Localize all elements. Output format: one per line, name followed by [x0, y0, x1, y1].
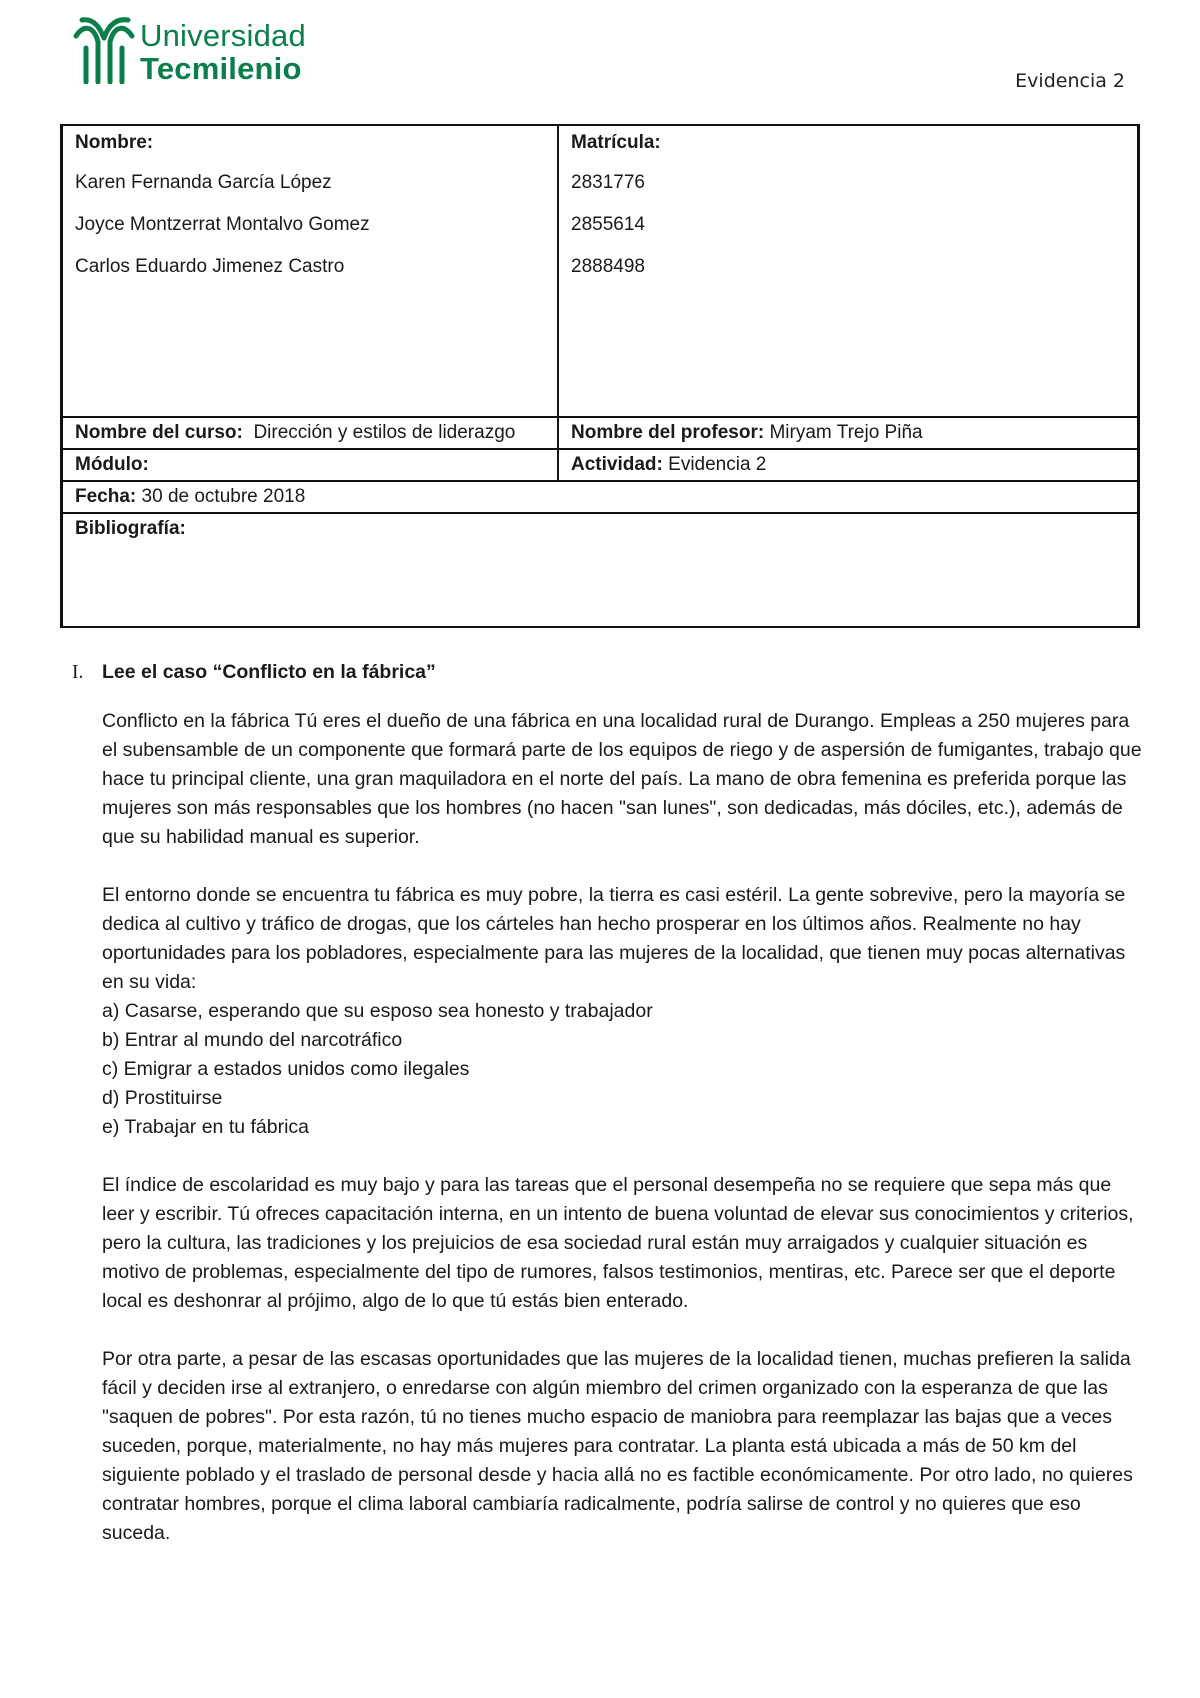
date-cell: [62, 481, 1139, 513]
course-value: Dirección y estilos de liderazgo: [253, 422, 516, 443]
tecmilenio-palm-logo-icon: [72, 14, 136, 84]
alternatives-list: [102, 997, 1142, 1142]
course-label: Nombre del curso:: [75, 422, 243, 443]
document-label: Evidencia 2: [1015, 70, 1125, 92]
list-item: d) Prostituirse: [102, 1087, 223, 1109]
case-section: [72, 658, 1142, 1577]
professor-label: Nombre del profesor:: [571, 422, 765, 443]
student-name-1: Karen Fernanda García López: [75, 172, 332, 193]
student-info-table: [60, 124, 1140, 628]
professor-value: Miryam Trejo Piña: [769, 422, 923, 443]
module-cell: [62, 449, 559, 481]
activity-value: Evidencia 2: [668, 454, 767, 475]
module-label: Módulo:: [75, 454, 149, 475]
list-item: a) Casarse, esperando que su esposo sea honesto y trabajador: [102, 1000, 653, 1022]
case-paragraph-2-block: [102, 881, 1142, 1142]
logo-wordmark: [140, 20, 306, 85]
list-item: e) Trabajar en tu fábrica: [102, 1116, 310, 1138]
bibliography-label: Bibliografía:: [75, 518, 186, 539]
section-heading: [72, 658, 1142, 687]
student-name-2: Joyce Montzerrat Montalvo Gomez: [75, 214, 370, 235]
list-item: b) Entrar al mundo del narcotráfico: [102, 1029, 403, 1051]
case-body: [102, 707, 1142, 1548]
student-id-1: 2831776: [571, 172, 645, 193]
section-title: Lee el caso “Conflicto en la fábrica”: [102, 661, 436, 683]
section-numeral: I.: [72, 662, 84, 683]
logo-line-1: Universidad: [140, 18, 306, 53]
matricula-label: Matrícula:: [571, 132, 661, 153]
case-paragraph-4: Por otra parte, a pesar de las escasas oportunidades que las mujeres de la localidad tienen, muchas prefieren la salida fácil y deciden irse al extranjero, o enredarse con algún miembro del crimen organizado con la esperanza de que las "saquen de pobres". Por esta razón, tú no tienes mucho espacio de maniobra para reemplazar las bajas que a veces suceden, porque, materialmente, no hay más mujeres para contratar. La planta está ubicada a más de 50 km del siguiente poblado y el traslado de personal desde y hacia allá no es factible económicamente. Por otro lado, no quieres contratar hombres, porque el clima laboral cambiaría radicalmente, podría salirse de control y no quieres que eso suceda.: [102, 1348, 1133, 1544]
names-cell: [62, 125, 559, 417]
case-paragraph-3: El índice de escolaridad es muy bajo y para las tareas que el personal desempeña no se requiere que sepa más que leer y escribir. Tú ofreces capacitación interna, en un intento de buena voluntad de elevar sus conocimientos y criterios, pero la cultura, las tradiciones y los prejuicios de esa sociedad rural están muy arraigados y cualquier situación es motivo de problemas, especialmente del tipo de rumores, falsos testimonios, mentiras, etc. Parece ser que el deporte local es deshonrar al prójimo, algo de lo que tú estás bien enterado.: [102, 1174, 1134, 1312]
logo-line-2: Tecmilenio: [140, 50, 302, 86]
names-label: Nombre:: [75, 132, 154, 153]
case-paragraph-1: Conflicto en la fábrica Tú eres el dueño de una fábrica en una localidad rural de Durango. Empleas a 250 mujeres para el subensamble de un componente que formará parte de los equipos de riego y de aspersión de fumigantes, trabajo que hace tu principal cliente, una gran maquiladora en el norte del país. La mano de obra femenina es preferida porque las mujeres son más responsables que los hombres (no hacen "san lunes", son dedicadas, más dóciles, etc.), además de que su habilidad manual es superior.: [102, 710, 1142, 848]
activity-cell: [558, 449, 1139, 481]
list-item: c) Emigrar a estados unidos como ilegales: [102, 1058, 470, 1080]
professor-cell: [558, 417, 1139, 449]
course-cell: [62, 417, 559, 449]
activity-label: Actividad:: [571, 454, 663, 475]
date-label: Fecha:: [75, 486, 137, 507]
date-value: 30 de octubre 2018: [141, 486, 306, 507]
student-id-2: 2855614: [571, 214, 645, 235]
student-id-3: 2888498: [571, 256, 645, 277]
bibliography-cell: [62, 513, 1139, 627]
case-paragraph-2: El entorno donde se encuentra tu fábrica es muy pobre, la tierra es casi estéril. La gente sobrevive, pero la mayoría se dedica al cultivo y tráfico de drogas, que los cárteles han hecho prosperar en los últimos años. Realmente no hay oportunidades para los pobladores, especialmente para las mujeres de la localidad, que tienen muy pocas alternativas en su vida:: [102, 884, 1126, 993]
university-logo: [72, 14, 312, 88]
student-name-3: Carlos Eduardo Jimenez Castro: [75, 256, 345, 277]
matricula-cell: [558, 125, 1139, 417]
